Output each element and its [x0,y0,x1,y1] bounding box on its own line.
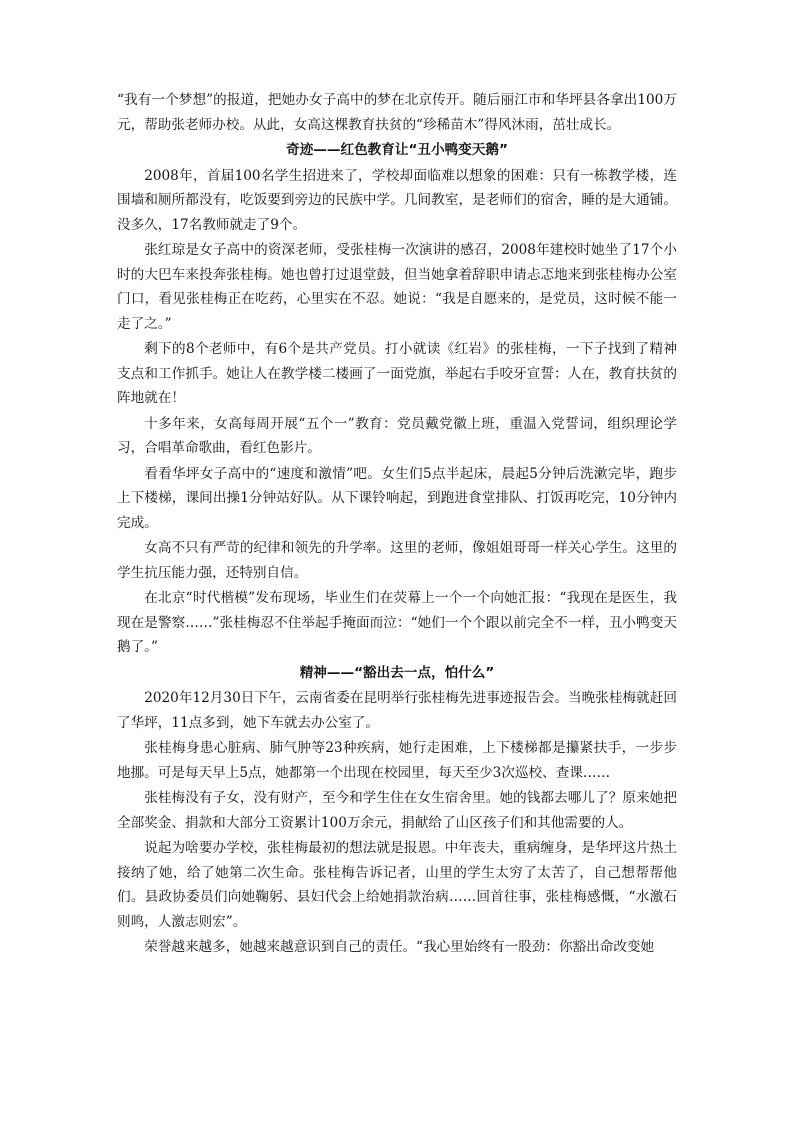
paragraph: 荣誉越来越多，她越来越意识到自己的责任。“我心里始终有一股劲：你豁出命改变她 [144,939,655,955]
paragraph: 十多年来，女高每周开展“五个一”教育：党员戴党徽上班，重温入党誓词，组织理论学习，合唱革命歌曲，看红色影片。 [117,415,677,456]
paragraph: 张红琼是女子高中的资深老师，受张桂梅一次演讲的感召，2008年建校时她坐了17个小时的大巴车来投奔张桂梅。她也曾打过退堂鼓，但当她拿着辞职申请忐忑地来到张桂梅办公室门口，看见张桂梅正在吃药，心里实在不忍。她说：“我是自愿来的，是党员，这时候不能一走了之。” [117,242,677,332]
paragraph: 在北京“时代楷模”发布现场，毕业生们在荧幕上一个一个向她汇报：“我现在是医生，我现在是警察……”张桂梅忍不住举起手掩面而泣：“她们一个个跟以前完全不一样，丑小鸭变天鹅了。” [117,590,677,655]
paragraph: 说起为啥要办学校，张桂梅最初的想法就是报恩。中年丧夫，重病缠身，是华坪这片热土接纳了她，给了她第二次生命。张桂梅告诉记者，山里的学生太穷了太苦了，自己想帮帮他们。县政协委员们向她鞠躬、县妇代会上给她捐款治病……回首往事，张桂梅感慨，“水激石则鸣，人激志则宏”。 [117,840,677,930]
paragraph: 剩下的8个老师中，有6个是共产党员。打小就读《红岩》的张桂梅，一下子找到了精神支点和工作抓手。她让人在教学楼二楼画了一面党旗，举起右手咬牙宣誓：人在，教育扶贫的阵地就在！ [117,341,677,406]
paragraph: 张桂梅没有子女，没有财产，至今和学生住在女生宿舍里。她的钱都去哪儿了？原来她把全部奖金、捐款和大部分工资累计100万余元，捐献给了山区孩子们和其他需要的人。 [117,790,677,831]
document-page [117,88,677,961]
paragraph: 2008年，首届100名学生招进来了，学校却面临难以想象的困难：只有一栋教学楼，连围墙和厕所都没有，吃饭要到旁边的民族中学。几间教室，是老师们的宿舍，睡的是大通铺。没多久，17名教师就走了9个。 [117,167,677,233]
section-heading: 奇迹——红色教育让“丑小鸭变天鹅” [286,142,508,158]
paragraph: 女高不只有严苛的纪律和领先的升学率。这里的老师，像姐姐哥哥一样关心学生。这里的学生抗压能力强，还特别自信。 [117,540,677,581]
paragraph: 看看华坪女子高中的“速度和激情”吧。女生们5点半起床，晨起5分钟后洗漱完毕，跑步上下楼梯，课间出操1分钟站好队。从下课铃响起，到跑进食堂排队、打饭再吃完，10分钟内完成。 [117,465,677,531]
section-heading: 精神——“豁出去一点，怕什么” [299,664,495,681]
paragraph: “我有一个梦想”的报道，把她办女子高中的梦在北京传开。随后丽江市和华坪县各拿出100万元，帮助张老师办校。从此，女高这棵教育扶贫的“珍稀苗木”得风沐雨，茁壮成长。 [117,92,677,133]
paragraph: 张桂梅身患心脏病、肺气肿等23种疾病，她行走困难，上下楼梯都是攥紧扶手，一步步地挪。可是每天早上5点，她都第一个出现在校园里，每天至少3次巡校、查课…… [117,740,677,781]
paragraph: 2020年12月30日下午，云南省委在昆明举行张桂梅先进事迹报告会。当晚张桂梅就赶回了华坪，11点多到，她下车就去办公室了。 [117,690,677,731]
